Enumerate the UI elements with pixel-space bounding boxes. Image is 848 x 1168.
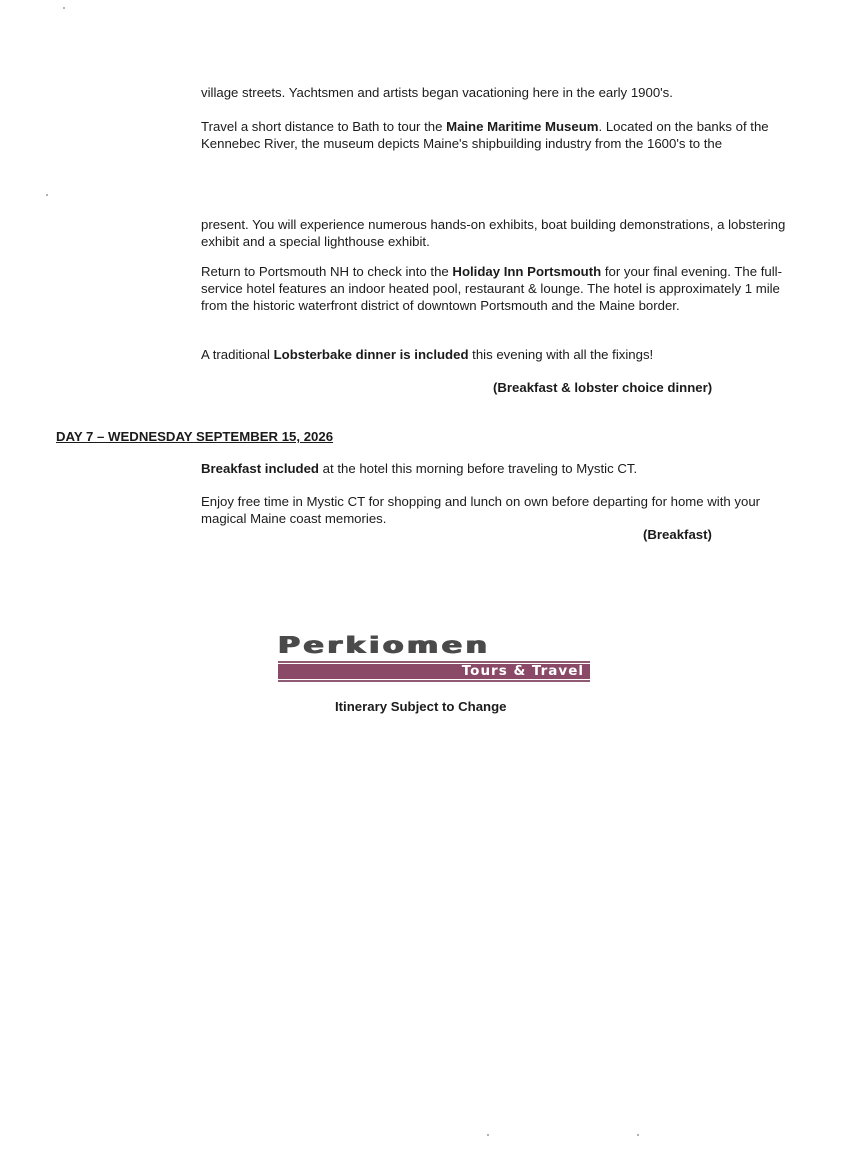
- itinerary-note: Itinerary Subject to Change: [335, 699, 507, 714]
- paragraph-text: Enjoy free time in Mystic CT for shopping and lunch on own before departing for home with your magical Maine coast memories.: [201, 494, 761, 526]
- museum-name: Maine Maritime Museum: [446, 119, 599, 134]
- scan-speck: [63, 7, 65, 9]
- logo-underline: [278, 680, 590, 682]
- paragraph-text: Travel a short distance to Bath to tour the: [201, 119, 447, 134]
- paragraph-text: Return to Portsmouth NH to check into the: [201, 264, 453, 279]
- meals-day7: (Breakfast): [643, 527, 712, 542]
- perkiomen-logo: [278, 631, 590, 683]
- scan-speck: [46, 194, 48, 196]
- paragraph-text: present. You will experience numerous hands-on exhibits, boat building demonstrations, a lobstering exhibit and a special lighthouse exhibit.: [201, 217, 786, 249]
- paragraph-text: this evening with all the fixings!: [468, 347, 654, 362]
- paragraph-maritime-museum: [201, 118, 791, 152]
- paragraph-day7-breakfast: [201, 460, 791, 477]
- paragraph-lobsterbake: [201, 346, 791, 363]
- hotel-name: Holiday Inn Portsmouth: [452, 264, 602, 279]
- day7-heading: DAY 7 – WEDNESDAY SEPTEMBER 15, 2026: [56, 429, 334, 444]
- logo-tagline: Tours & Travel: [461, 663, 584, 679]
- paragraph-text: for your final evening. The full-service hotel features an indoor heated pool, restaurant & lounge. The hotel is approximately 1 mile from the historic waterfront district of downtown Portsmouth and the Maine border.: [201, 264, 782, 313]
- paragraph-text: village streets. Yachtsmen and artists began vacationing here in the early 1900's.: [201, 85, 673, 100]
- logo-tagline-bar: [278, 664, 590, 679]
- paragraph-text: at the hotel this morning before traveling to Mystic CT.: [319, 461, 638, 476]
- paragraph-museum-exhibits: [201, 216, 791, 250]
- paragraph-hotel: [201, 263, 791, 314]
- paragraph-text: . Located on the banks of the Kennebec River, the museum depicts Maine's shipbuilding industry from the 1600's to the: [201, 119, 769, 151]
- paragraph-village-streets: [201, 84, 791, 101]
- paragraph-text: A traditional: [201, 347, 274, 362]
- scan-speck: [487, 1134, 489, 1136]
- dinner-included: Lobsterbake dinner is included: [273, 347, 469, 362]
- meals-day6: (Breakfast & lobster choice dinner): [493, 380, 713, 395]
- logo-wordmark: Perkiomen: [278, 631, 491, 660]
- scan-speck: [637, 1134, 639, 1136]
- paragraph-day7-mystic: [201, 493, 791, 527]
- breakfast-included: Breakfast included: [201, 461, 319, 476]
